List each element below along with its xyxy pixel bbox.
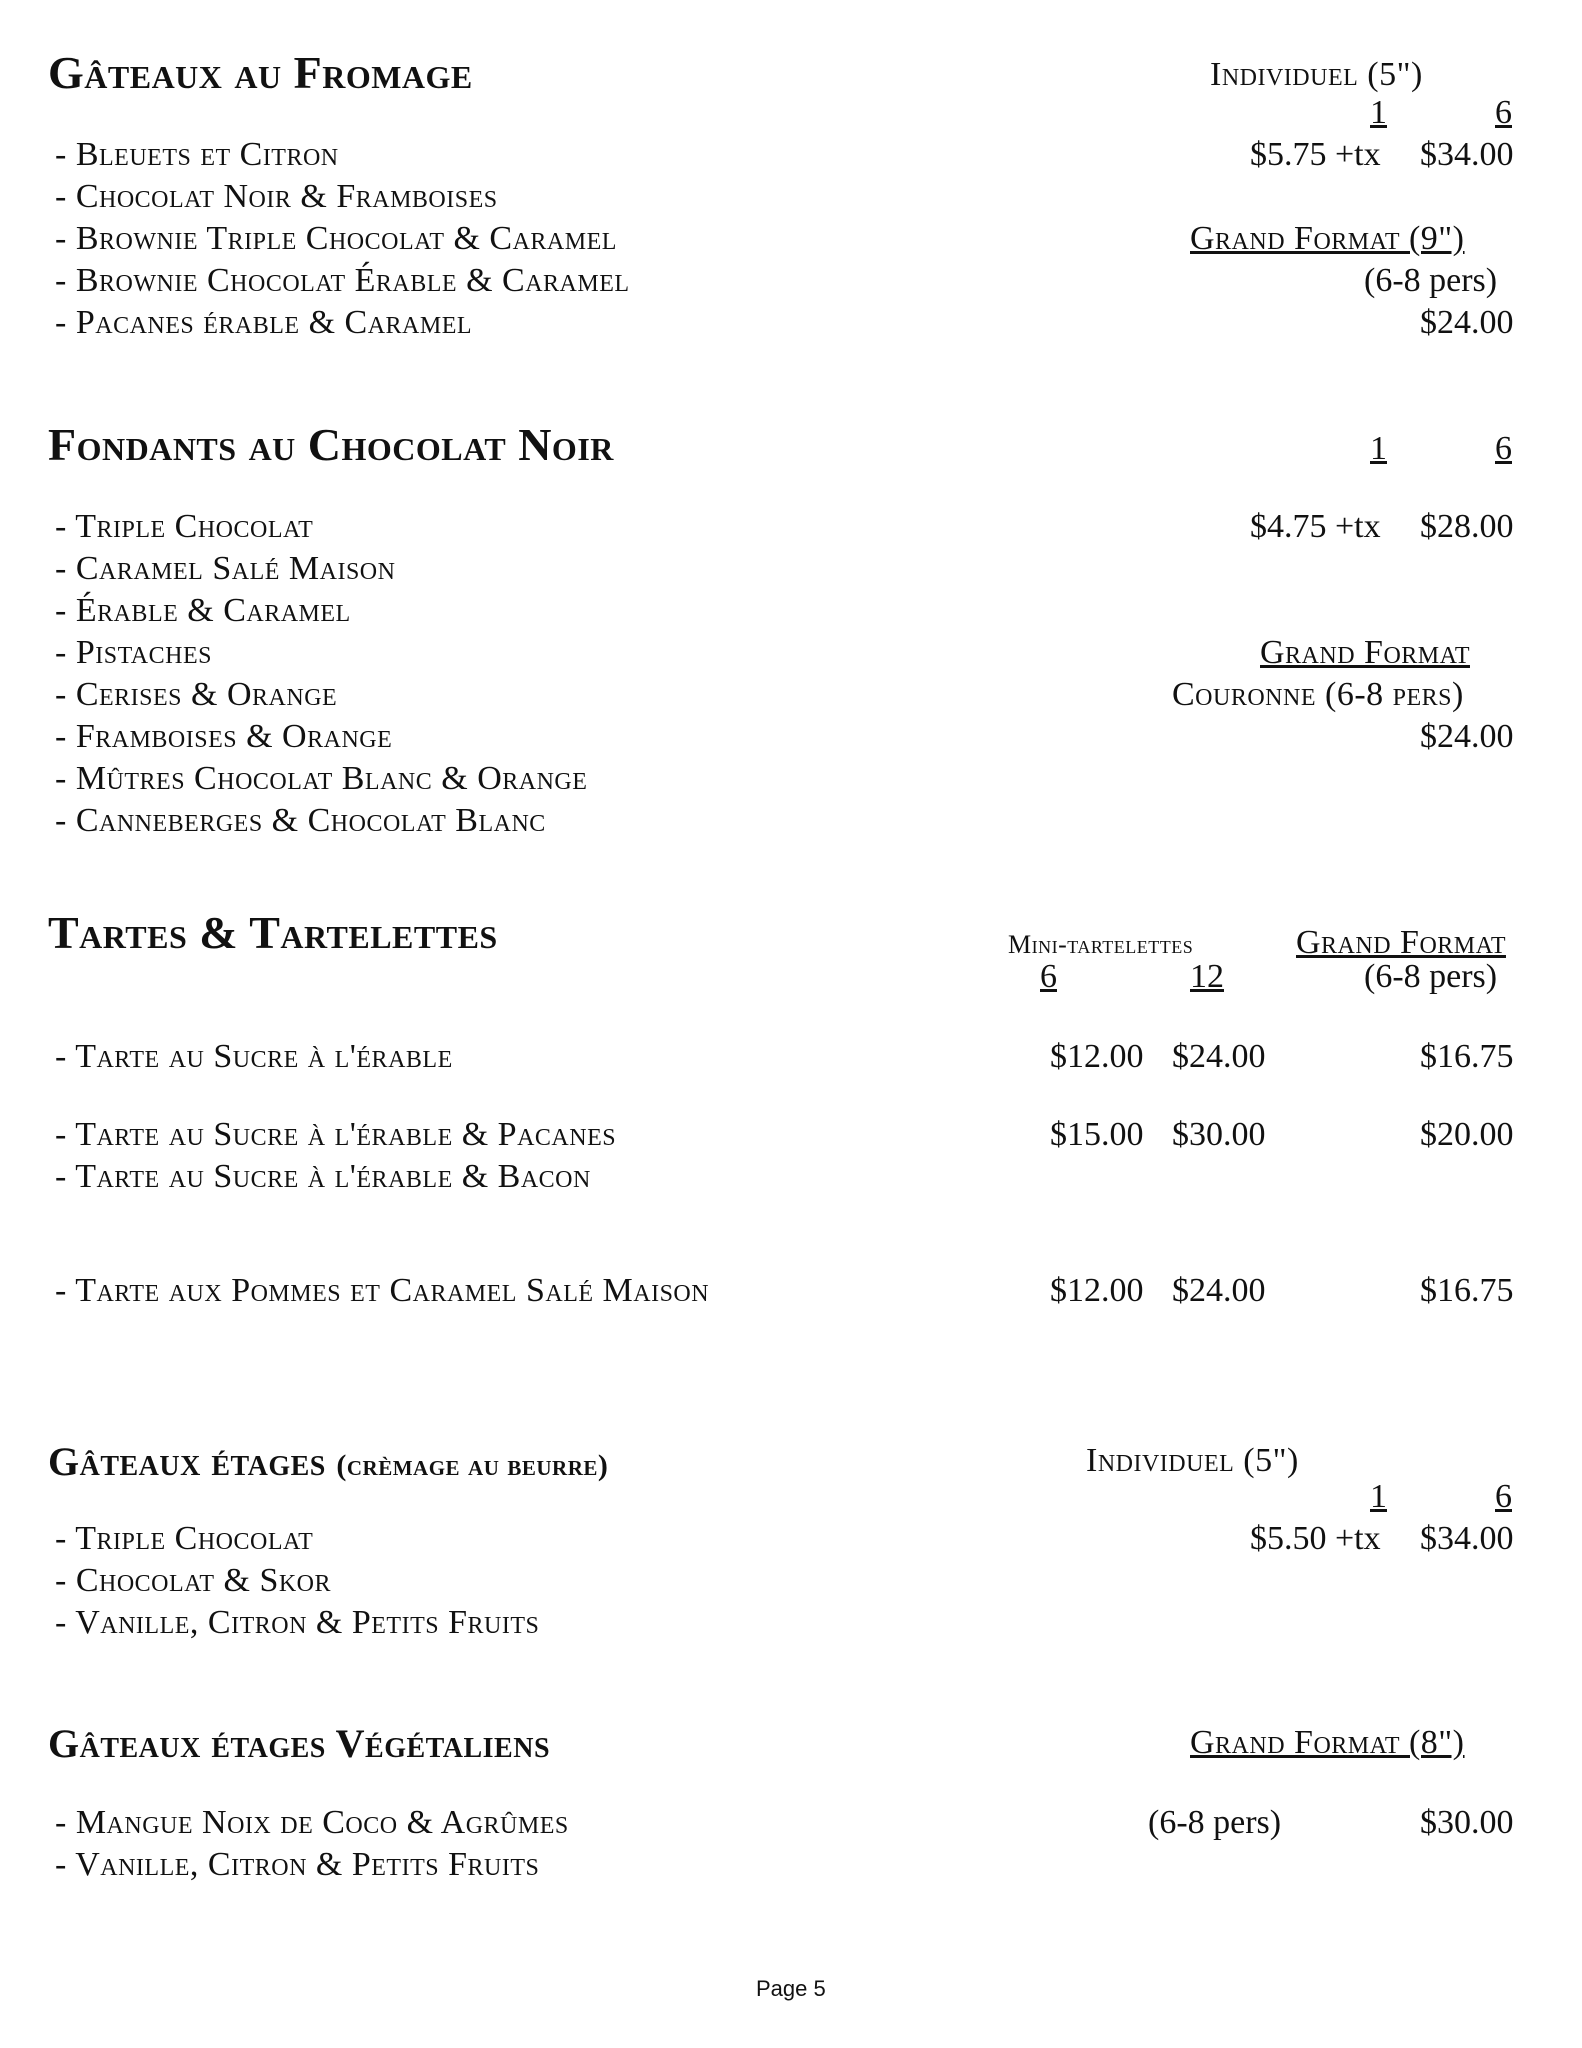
menu-item: - Tarte au Sucre à l'érable & Pacanes: [55, 1116, 617, 1153]
section-title: Tartes & Tartelettes: [48, 907, 498, 958]
individuel-label: Individuel (5"): [1086, 1442, 1299, 1479]
serving-size: (6-8 pers): [1364, 958, 1498, 995]
menu-item: - Framboises & Orange: [55, 718, 393, 755]
individuel-label: Individuel (5"): [1210, 56, 1423, 93]
menu-item: - Bleuets et Citron: [55, 136, 339, 173]
menu-item: - Mangue Noix de Coco & Agrûmes: [55, 1804, 569, 1841]
column-6-label: 6: [1495, 94, 1512, 131]
menu-item: - Chocolat Noir & Framboises: [55, 178, 498, 215]
column-6-label: 6: [1495, 430, 1512, 467]
menu-item: - Tarte aux Pommes et Caramel Salé Maison: [55, 1272, 710, 1309]
menu-item: - Chocolat & Skor: [55, 1562, 332, 1599]
grand-format-label: Grand Format (9"): [1190, 220, 1465, 257]
price-six: $34.00: [1420, 1520, 1514, 1557]
menu-item: - Brownie Triple Chocolat & Caramel: [55, 220, 617, 257]
section-subtitle: (crèmage au beurre): [336, 1449, 609, 1482]
menu-item: - Pacanes érable & Caramel: [55, 304, 473, 341]
menu-item: - Canneberges & Chocolat Blanc: [55, 802, 546, 839]
column-1-label: 1: [1370, 94, 1387, 131]
grand-format-price: $20.00: [1420, 1116, 1514, 1153]
section-title: Gâteaux au Fromage: [48, 47, 473, 98]
column-12-label: 12: [1190, 958, 1224, 995]
grand-format-price: $24.00: [1420, 718, 1514, 755]
price-twelve: $24.00: [1172, 1272, 1266, 1309]
price-single: $5.50 +tx: [1250, 1520, 1381, 1557]
column-1-label: 1: [1370, 430, 1387, 467]
grand-format-price: $24.00: [1420, 304, 1514, 341]
grand-format-label: Grand Format: [1260, 634, 1470, 671]
menu-item: - Vanille, Citron & Petits Fruits: [55, 1846, 540, 1883]
column-6-label: 6: [1040, 958, 1057, 995]
price-six: $28.00: [1420, 508, 1514, 545]
section-title: Gâteaux étages Végétaliens: [48, 1721, 551, 1766]
menu-item: - Érable & Caramel: [55, 592, 351, 629]
menu-item: - Pistaches: [55, 634, 212, 671]
menu-item: - Mûtres Chocolat Blanc & Orange: [55, 760, 588, 797]
price-single: $4.75 +tx: [1250, 508, 1381, 545]
menu-item: - Triple Chocolat: [55, 508, 314, 545]
price: $30.00: [1420, 1804, 1514, 1841]
serving-size: (6-8 pers): [1148, 1804, 1282, 1841]
serving-size: (6-8 pers): [1364, 262, 1498, 299]
mini-tartelettes-label: Mini-tartelettes: [1008, 930, 1194, 959]
menu-item: - Tarte au Sucre à l'érable & Bacon: [55, 1158, 591, 1195]
menu-item: - Triple Chocolat: [55, 1520, 314, 1557]
price-single: $5.75 +tx: [1250, 136, 1381, 173]
section-title-main: Gâteaux étages: [48, 1439, 326, 1484]
menu-item: - Cerises & Orange: [55, 676, 338, 713]
price-twelve: $24.00: [1172, 1038, 1266, 1075]
menu-item: - Brownie Chocolat Érable & Caramel: [55, 262, 630, 299]
grand-format-label: Grand Format (8"): [1190, 1724, 1465, 1761]
section-title: Fondants au Chocolat Noir: [48, 419, 614, 470]
grand-format-label: Grand Format: [1296, 924, 1506, 961]
price-six: $12.00: [1050, 1272, 1144, 1309]
menu-item: - Vanille, Citron & Petits Fruits: [55, 1604, 540, 1641]
menu-item: - Tarte au Sucre à l'érable: [55, 1038, 453, 1075]
price-six: $34.00: [1420, 136, 1514, 173]
price-six: $15.00: [1050, 1116, 1144, 1153]
price-six: $12.00: [1050, 1038, 1144, 1075]
column-1-label: 1: [1370, 1478, 1387, 1515]
grand-format-price: $16.75: [1420, 1272, 1514, 1309]
couronne-label: Couronne (6-8 pers): [1172, 676, 1464, 713]
price-twelve: $30.00: [1172, 1116, 1266, 1153]
page-number: Page 5: [756, 1976, 826, 2001]
section-title: [48, 1438, 608, 1485]
menu-item: - Caramel Salé Maison: [55, 550, 396, 587]
column-6-label: 6: [1495, 1478, 1512, 1515]
grand-format-price: $16.75: [1420, 1038, 1514, 1075]
